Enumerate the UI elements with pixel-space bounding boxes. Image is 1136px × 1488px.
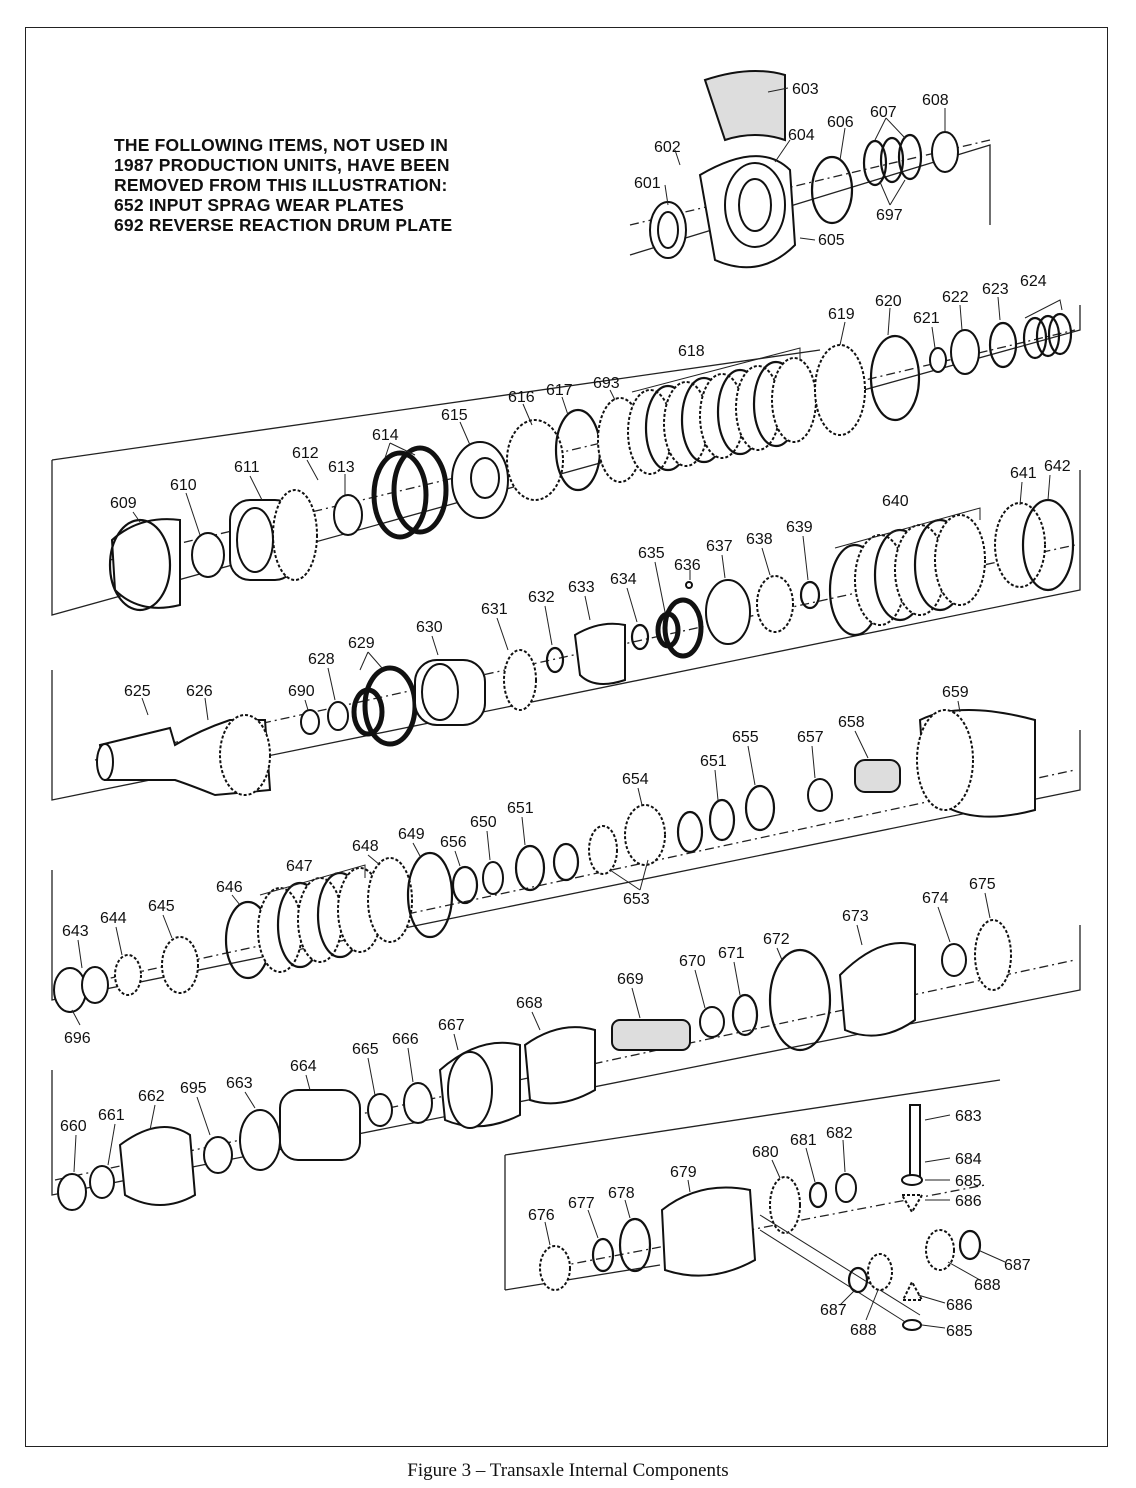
callout-606: 606 [827,114,854,131]
part-623-shape [990,323,1016,367]
part-681-shape [810,1183,826,1207]
callout-634: 634 [610,571,637,588]
part-616-shape [507,420,563,500]
callout-696: 696 [64,1030,91,1047]
callout-614: 614 [372,427,399,444]
callout-653: 653 [623,891,650,908]
part-638-shape [757,576,793,632]
part-628-shape [328,702,348,730]
part-682-shape [836,1174,856,1202]
callout-649: 649 [398,826,425,843]
callout-667: 667 [438,1017,465,1034]
callout-643: 643 [62,923,89,940]
part-656-shape [453,867,477,903]
part-663-shape [240,1110,280,1170]
part-648-shape [368,858,412,942]
callout-603: 603 [792,81,819,98]
part-695-shape [204,1137,232,1173]
part-677-shape [593,1239,613,1271]
callout-662: 662 [138,1088,165,1105]
part-617-shape [556,410,600,490]
callout-601: 601 [634,175,661,192]
callout-693: 693 [593,375,620,392]
callout-620: 620 [875,293,902,310]
callout-659: 659 [942,684,969,701]
callout-604: 604 [788,127,815,144]
callout-640: 640 [882,493,909,510]
part-676-shape [540,1246,570,1290]
part-622-shape [951,330,979,374]
callout-673: 673 [842,908,869,925]
part-657-shape [808,779,832,811]
notice-line: 652 INPUT SPRAG WEAR PLATES [114,195,404,215]
part-606-shape [812,157,852,223]
callout-625: 625 [124,683,151,700]
callout-671: 671 [718,945,745,962]
figure-caption: Figure 3 – Transaxle Internal Components [407,1460,729,1481]
part-621-shape [930,348,946,372]
callout-656: 656 [440,834,467,851]
callout-628: 628 [308,651,335,668]
callout-679: 679 [670,1164,697,1181]
callout-675: 675 [969,876,996,893]
callout-660: 660 [60,1118,87,1135]
callout-648: 648 [352,838,379,855]
callout-619: 619 [828,306,855,323]
callout-623: 623 [982,281,1009,298]
part-619-shape [815,345,865,435]
callout-629: 629 [348,635,375,652]
callout-621: 621 [913,310,940,327]
part-687a-shape [960,1231,980,1259]
callout-642: 642 [1044,458,1071,475]
callout-664: 664 [290,1058,317,1075]
part-668-shape [525,1027,595,1103]
callout-684: 684 [955,1151,982,1168]
callout-681: 681 [790,1132,817,1149]
part-651a-shape [516,846,544,890]
callout-630: 630 [416,619,443,636]
part-685b-shape [903,1320,921,1330]
callout-613: 613 [328,459,355,476]
part-603-shape [705,71,785,140]
callout-641: 641 [1010,465,1037,482]
part-670-shape [700,1007,724,1037]
part-686b-shape [903,1282,922,1300]
part-666-shape [404,1083,432,1123]
part-613-shape [334,495,362,535]
callout-688-right: 688 [974,1277,1001,1294]
part-620-shape [871,336,919,420]
part-685a-shape [902,1175,922,1185]
part-662-shape [120,1127,195,1205]
callout-637: 637 [706,538,733,555]
callout-622: 622 [942,289,969,306]
callout-616: 616 [508,389,535,406]
callout-636: 636 [674,557,701,574]
notice-line: 692 REVERSE REACTION DRUM PLATE [114,215,453,235]
callout-686-upper: 686 [955,1193,982,1210]
part-683-shape [910,1105,920,1180]
callout-618: 618 [678,343,705,360]
part-640-stack [830,515,985,635]
part-653-shape [589,826,617,874]
callout-668: 668 [516,995,543,1012]
callout-651-lower: 651 [507,800,534,817]
part-675-shape [975,920,1011,990]
callout-612: 612 [292,445,319,462]
notice-line: THE FOLLOWING ITEMS, NOT USED IN [114,135,449,155]
part-631-shape [504,650,536,710]
callout-602: 602 [654,139,681,156]
callout-678: 678 [608,1185,635,1202]
part-649-shape [408,853,452,937]
callout-647: 647 [286,858,313,875]
callout-695: 695 [180,1080,207,1097]
part-690-shape [301,710,319,734]
part-633-shape [575,624,625,684]
callout-683: 683 [955,1108,982,1125]
part-645-shape [162,937,198,993]
callout-638: 638 [746,531,773,548]
callout-609: 609 [110,495,137,512]
callout-657: 657 [797,729,824,746]
part-641-shape [995,503,1045,587]
part-644-shape [115,955,141,995]
callout-635: 635 [638,545,665,562]
callout-646: 646 [216,879,243,896]
callout-677: 677 [568,1195,595,1212]
row5-parts [58,920,1011,1210]
part-669-shape [612,1020,690,1050]
callout-672: 672 [763,931,790,948]
part-610-shape [192,533,224,577]
part-678-shape [620,1219,650,1271]
part-665-shape [368,1094,392,1126]
callout-685-upper: 685 [955,1173,982,1190]
callout-666: 666 [392,1031,419,1048]
callout-687-left: 687 [820,1302,847,1319]
part-688b-shape [868,1254,892,1290]
part-688a-shape [926,1230,954,1270]
part-661-shape [90,1166,114,1198]
part-651b-shape [710,800,734,840]
callout-670: 670 [679,953,706,970]
callout-682: 682 [826,1125,853,1142]
part-664-shape [280,1090,360,1160]
callout-607: 607 [870,104,897,121]
callout-608: 608 [922,92,949,109]
part-679-shape [662,1188,755,1276]
callout-651-upper: 651 [700,753,727,770]
part-672-shape [770,950,830,1050]
notice-line: REMOVED FROM THIS ILLUSTRATION: [114,175,448,195]
callout-655: 655 [732,729,759,746]
callout-665: 665 [352,1041,379,1058]
callout-697-top: 697 [876,207,903,224]
callout-626: 626 [186,683,213,700]
callout-685-lower: 685 [946,1323,973,1340]
callout-669: 669 [617,971,644,988]
callout-674: 674 [922,890,949,907]
part-636-shape [686,582,692,588]
callout-687-right: 687 [1004,1257,1031,1274]
part-639-shape [801,582,819,608]
notice-line: 1987 PRODUCTION UNITS, HAVE BEEN [114,155,450,175]
part-637-shape [706,580,750,644]
differential-parts [540,1105,980,1330]
part-650-shape [483,862,503,894]
part-654-shape [625,805,665,865]
part-686a-shape [902,1195,922,1212]
part-608-shape [932,132,958,172]
callout-650: 650 [470,814,497,831]
callout-632: 632 [528,589,555,606]
part-658-shape [855,760,900,792]
callout-611: 611 [234,459,260,476]
callout-663: 663 [226,1075,253,1092]
callout-605: 605 [818,232,845,249]
callout-615: 615 [441,407,468,424]
part-632-shape [547,648,563,672]
part-647-stack [258,868,382,972]
callout-645: 645 [148,898,175,915]
callout-644: 644 [100,910,127,927]
callout-654: 654 [622,771,649,788]
callout-680: 680 [752,1144,779,1161]
callout-639: 639 [786,519,813,536]
callout-661: 661 [98,1107,125,1124]
callout-617: 617 [546,382,573,399]
callout-658: 658 [838,714,865,731]
callout-690: 690 [288,683,315,700]
callout-631: 631 [481,601,508,618]
part-673-shape [840,943,915,1036]
part-696-shape [54,968,86,1012]
part-671-shape [733,995,757,1035]
callout-688-left: 688 [850,1322,877,1339]
callout-624: 624 [1020,273,1047,290]
part-618-stack [628,358,816,474]
callout-676: 676 [528,1207,555,1224]
part-634-shape [632,625,648,649]
part-643-shape [82,967,108,1003]
part-674-shape [942,944,966,976]
callout-610: 610 [170,477,197,494]
callout-686-lower: 686 [946,1297,973,1314]
callout-633: 633 [568,579,595,596]
part-655-shape [746,786,774,830]
part-660-shape [58,1174,86,1210]
